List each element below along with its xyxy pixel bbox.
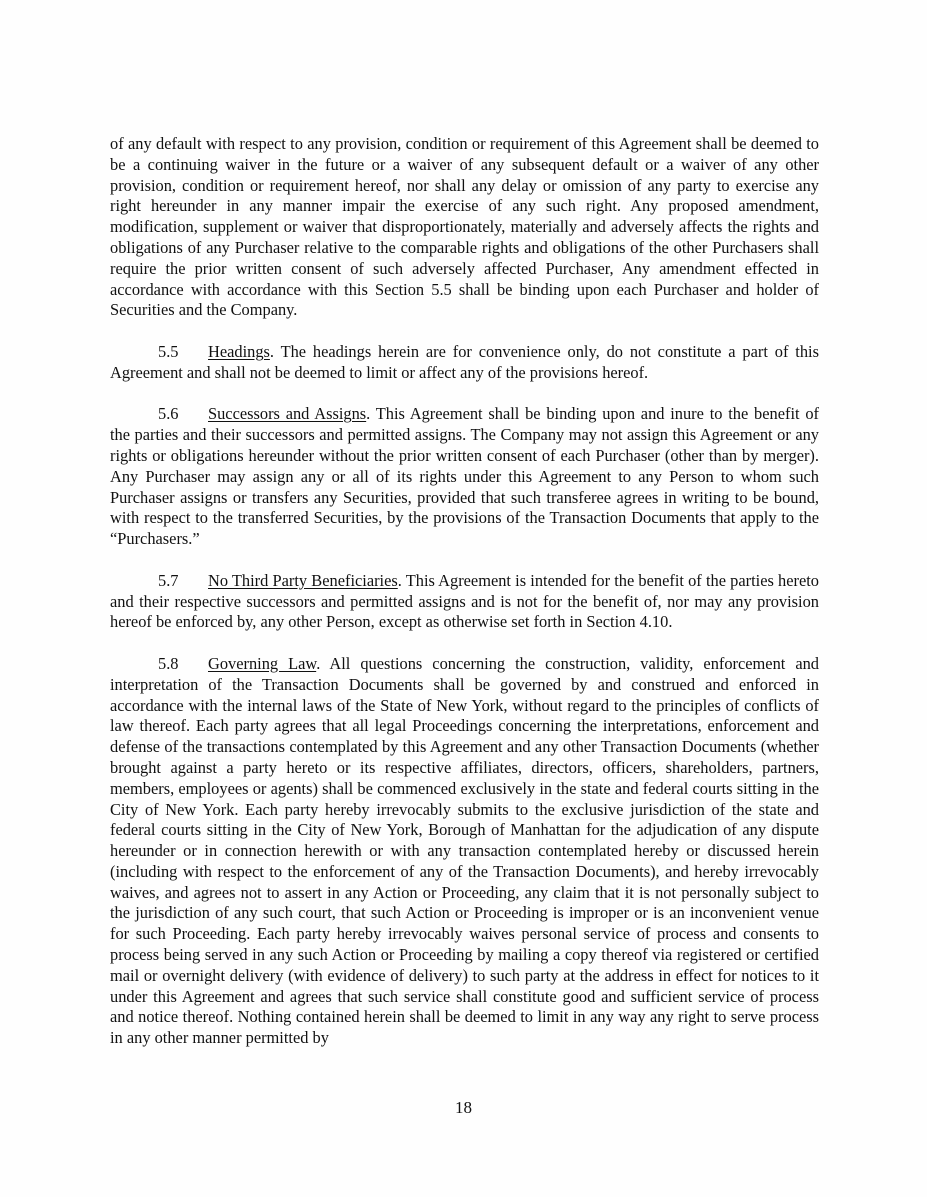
section-heading: No Third Party Beneficiaries: [208, 570, 398, 590]
section-heading: Governing Law: [208, 653, 317, 673]
section-number: 5.7: [158, 570, 179, 590]
page-number: 18: [455, 1098, 472, 1117]
section-number: 5.5: [158, 341, 179, 361]
section-5-6: [110, 404, 819, 550]
continuation-paragraph: of any default with respect to any provision, condition or requirement of this Agreement shall be deemed to be a continuing waiver in the future or a waiver of any subsequent default or a waiver of any other provision, condition or requirement hereof, nor shall any delay or omission of any party to exercise any right hereunder in any manner impair the exercise of any such right. Any proposed amendment, modification, supplement or waiver that disproportionately, materially and adversely affects the rights and obligations of any Purchaser relative to the comparable rights and obligations of the other Purchasers shall require the prior written consent of such adversely affected Purchaser, Any amendment effected in accordance with accordance with this Section 5.5 shall be binding upon each Purchaser and holder of Securities and the Company.: [110, 134, 819, 320]
section-number: 5.8: [158, 653, 179, 673]
section-body: . This Agreement shall be binding upon and inure to the benefit of the parties and their successors and permitted assigns. The Company may not assign this Agreement or any rights or obligations hereunder without the prior written consent of each Purchaser (other than by merger). Any Purchaser may assign any or all of its rights under this Agreement to any Person to whom such Purchaser assigns or transfers any Securities, provided that such transferee agrees in writing to be bound, with respect to the transferred Securities, by the provisions of the Transaction Documents that apply to the “Purchasers.”: [110, 404, 819, 549]
section-5-8: [110, 654, 819, 1049]
section-heading: Headings: [208, 341, 270, 361]
section-body: . This Agreement is intended for the benefit of the parties hereto and their respective successors and permitted assigns and is not for the benefit of, nor may any provision hereof be enforced by, any other Person, except as otherwise set forth in Section 4.10.: [110, 570, 819, 632]
section-body: . All questions concerning the construction, validity, enforcement and interpretation of the Transaction Documents shall be governed by and construed and enforced in accordance with the internal laws of the State of New York, without regard to the principles of conflicts of law thereof. Each party agrees that all legal Proceedings concerning the interpretations, enforcement and defense of the transactions contemplated by this Agreement and any other Transaction Documents (whether brought against a party hereto or its respective affiliates, directors, officers, shareholders, partners, members, employees or agents) shall be commenced exclusively in the state and federal courts sitting in the City of New York. Each party hereby irrevocably submits to the exclusive jurisdiction of the state and federal courts sitting in the City of New York, Borough of Manhattan for the adjudication of any dispute hereunder or in connection herewith or with any transaction contemplated hereby or discussed herein (including with respect to the enforcement of any of the Transaction Documents), and hereby irrevocably waives, and agrees not to assert in any Action or Proceeding, any claim that it is not personally subject to the jurisdiction of any such court, that such Action or Proceeding is improper or is an inconvenient venue for such Proceeding. Each party hereby irrevocably waives personal service of process and consents to process being served in any such Action or Proceeding by mailing a copy thereof via registered or certified mail or overnight delivery (with evidence of delivery) to such party at the address in effect for notices to it under this Agreement and agrees that such service shall constitute good and sufficient service of process and notice thereof. Nothing contained herein shall be deemed to limit in any way any right to serve process in any other manner permitted by: [110, 653, 820, 1048]
document-body: [110, 134, 819, 1070]
section-5-5: [110, 342, 819, 384]
section-5-7: [110, 571, 819, 633]
section-heading: Successors and Assigns: [208, 404, 367, 424]
section-body: . The headings herein are for convenience only, do not constitute a part of this Agreement and shall not be deemed to limit or affect any of the provisions hereof.: [110, 341, 819, 382]
section-number: 5.6: [158, 404, 179, 424]
